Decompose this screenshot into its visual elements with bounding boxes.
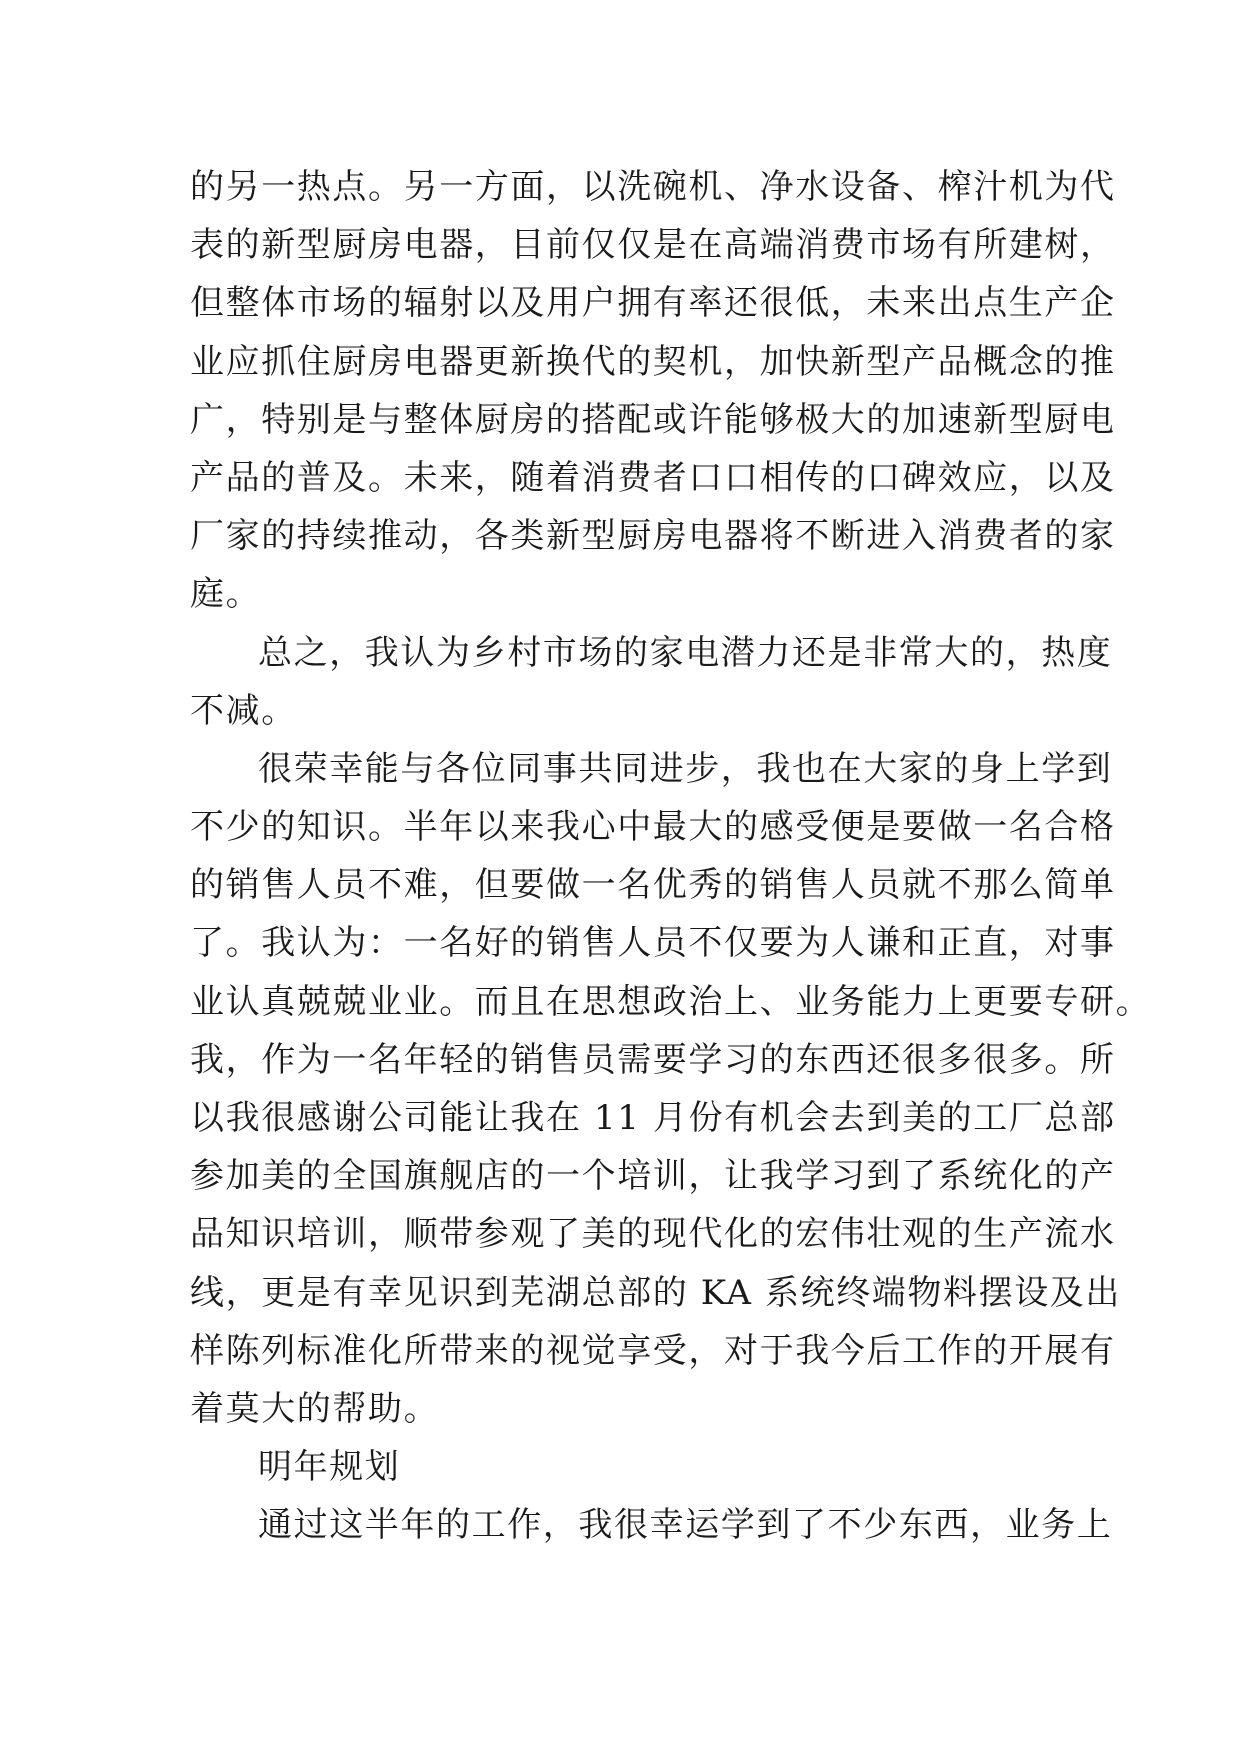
text-line: 我，作为一名年轻的销售员需要学习的东西还很多很多。所 bbox=[190, 1039, 1116, 1080]
paragraph-start-line: 很荣幸能与各位同事共同进步，我也在大家的身上学到 bbox=[258, 748, 1113, 789]
text-line: 的销售人员不难，但要做一名优秀的销售人员就不那么简单 bbox=[190, 865, 1116, 906]
text-line: 参加美的全国旗舰店的一个培训，让我学习到了系统化的产 bbox=[190, 1156, 1116, 1197]
text-line: 了。我认为：一名好的销售人员不仅要为人谦和正直，对事 bbox=[190, 923, 1116, 964]
text-line: 庭。 bbox=[190, 574, 262, 615]
text-line: 业认真兢兢业业。而且在思想政治上、业务能力上更要专研。 bbox=[190, 981, 1152, 1022]
text-line: 线，更是有幸见识到芜湖总部的 KA 系统终端物料摆设及出 bbox=[190, 1272, 1121, 1313]
text-line: 表的新型厨房电器，目前仅仅是在高端消费市场有所建树， bbox=[190, 225, 1116, 266]
text-line: 不减。 bbox=[190, 690, 297, 731]
text-line: 品知识培训，顺带参观了美的现代化的宏伟壮观的生产流水 bbox=[190, 1214, 1116, 1255]
body-text bbox=[190, 158, 1152, 1555]
text-line: 产品的普及。未来，随着消费者口口相传的口碑效应，以及 bbox=[190, 457, 1116, 498]
text-line: 但整体市场的辐射以及用户拥有率还很低，未来出点生产企 bbox=[190, 283, 1116, 324]
text-line: 广，特别是与整体厨房的搭配或许能够极大的加速新型厨电 bbox=[190, 399, 1116, 440]
section-heading: 明年规划 bbox=[258, 1447, 401, 1488]
text-line: 的另一热点。另一方面，以洗碗机、净水设备、榨汁机为代 bbox=[190, 167, 1116, 207]
paragraph-start-line: 总之，我认为乡村市场的家电潜力还是非常大的，热度 bbox=[258, 632, 1113, 673]
paragraph-start-line: 通过这半年的工作，我很幸运学到了不少东西，业务上 bbox=[258, 1505, 1113, 1546]
text-line: 着莫大的帮助。 bbox=[190, 1388, 440, 1429]
text-line: 以我很感谢公司能让我在 11 月份有机会去到美的工厂总部 bbox=[190, 1098, 1116, 1138]
text-line: 厂家的持续推动，各类新型厨房电器将不断进入消费者的家 bbox=[190, 516, 1116, 557]
text-line: 样陈列标准化所带来的视觉享受，对于我今后工作的开展有 bbox=[190, 1330, 1116, 1371]
text-line: 不少的知识。半年以来我心中最大的感受便是要做一名合格 bbox=[190, 807, 1116, 848]
text-line: 业应抓住厨房电器更新换代的契机，加快新型产品概念的推 bbox=[190, 341, 1116, 382]
